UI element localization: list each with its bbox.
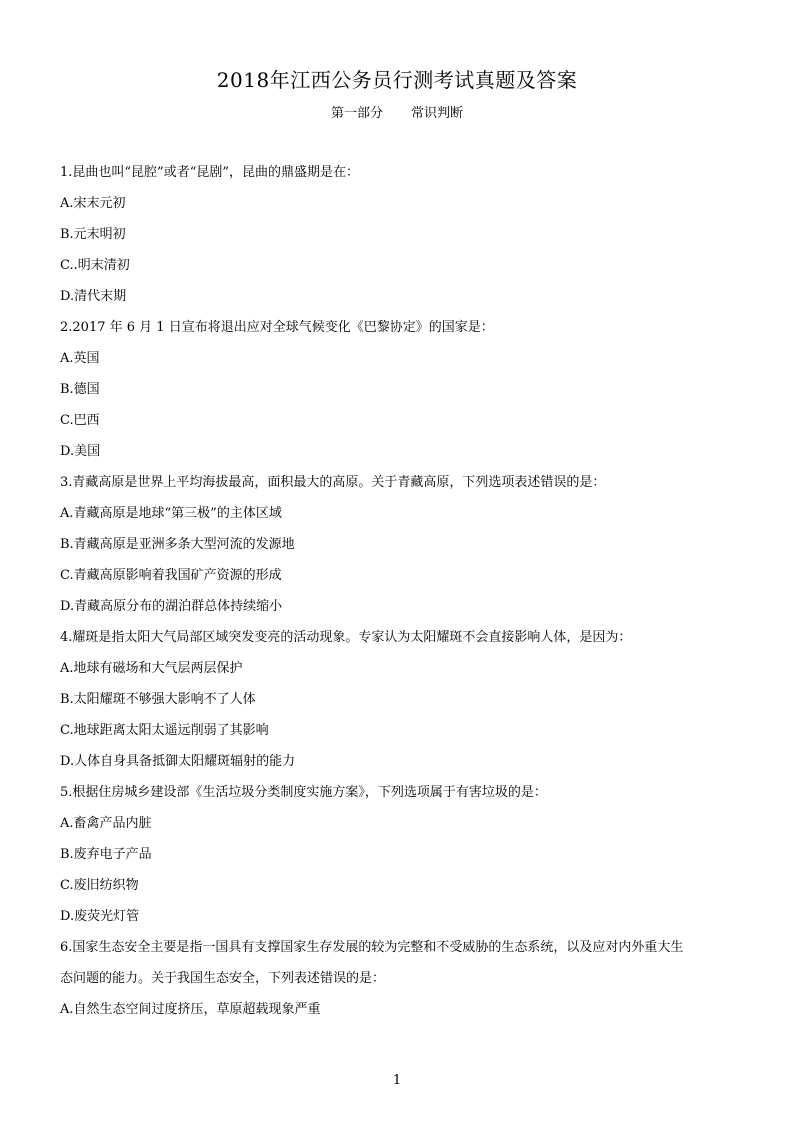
option-d: D.青藏高原分布的湖泊群总体持续缩小 xyxy=(60,599,283,614)
option-c: C.废旧纺织物 xyxy=(60,878,139,893)
option-b: B.青藏高原是亚洲多条大型河流的发源地 xyxy=(60,537,295,552)
option-d: D.美国 xyxy=(60,444,101,459)
document-title: 2018年江西公务员行测考试真题及答案 xyxy=(216,68,578,92)
option-a: A.英国 xyxy=(60,351,100,366)
option-a: A.宋末元初 xyxy=(60,196,126,211)
option-d: D.人体自身具备抵御太阳耀斑辐射的能力 xyxy=(60,754,296,769)
option-a: A.地球有磁场和大气层两层保护 xyxy=(60,661,243,676)
section-name: 常识判断 xyxy=(411,106,464,121)
section-heading xyxy=(0,102,794,121)
option-b: B.废弃电子产品 xyxy=(60,847,152,862)
option-d: D.废荧光灯管 xyxy=(60,909,140,924)
option-d: D.清代末期 xyxy=(60,289,127,304)
option-b: B.德国 xyxy=(60,382,100,397)
question-stem: 2.2017 年 6 月 1 日宣布将退出应对全球气候变化《巴黎协定》的国家是： xyxy=(60,320,494,335)
option-a: A.青藏高原是地球“第三极”的主体区域 xyxy=(60,506,282,521)
option-c: C.巴西 xyxy=(60,413,100,428)
question-stem-line-2: 态问题的能力。关于我国生态安全，下列表述错误的是： xyxy=(60,971,386,986)
option-b: B.元末明初 xyxy=(60,227,126,242)
option-c: C..明末清初 xyxy=(60,258,130,273)
question-stem: 5.根据住房城乡建设部《生活垃圾分类制度实施方案》，下列选项属于有害垃圾的是： xyxy=(60,785,547,800)
section-part: 第一部分 xyxy=(330,106,383,121)
option-a: A.畜禽产品内脏 xyxy=(60,816,152,831)
question-stem-line-1: 6.国家生态安全主要是指一国具有支撑国家生存发展的较为完整和不受威胁的生态系统，以及应对内外重大生 xyxy=(60,940,684,955)
question-stem: 3.青藏高原是世界上平均海拔最高，面积最大的高原。关于青藏高原，下列选项表述错误的是： xyxy=(60,475,606,490)
option-c: C.青藏高原影响着我国矿产资源的形成 xyxy=(60,568,282,583)
question-stem: 1.昆曲也叫“昆腔”或者“昆剧”，昆曲的鼎盛期是在： xyxy=(60,165,359,180)
page-number: 1 xyxy=(392,1073,402,1088)
question-list xyxy=(60,162,740,1030)
option-a: A.自然生态空间过度挤压，草原超载现象严重 xyxy=(60,1002,321,1017)
option-b: B.太阳耀斑不够强大影响不了人体 xyxy=(60,692,256,707)
option-c: C.地球距离太阳太遥远削弱了其影响 xyxy=(60,723,269,738)
question-stem: 4.耀斑是指太阳大气局部区域突发变亮的活动现象。专家认为太阳耀斑不会直接影响人体，是因为： xyxy=(60,630,632,645)
